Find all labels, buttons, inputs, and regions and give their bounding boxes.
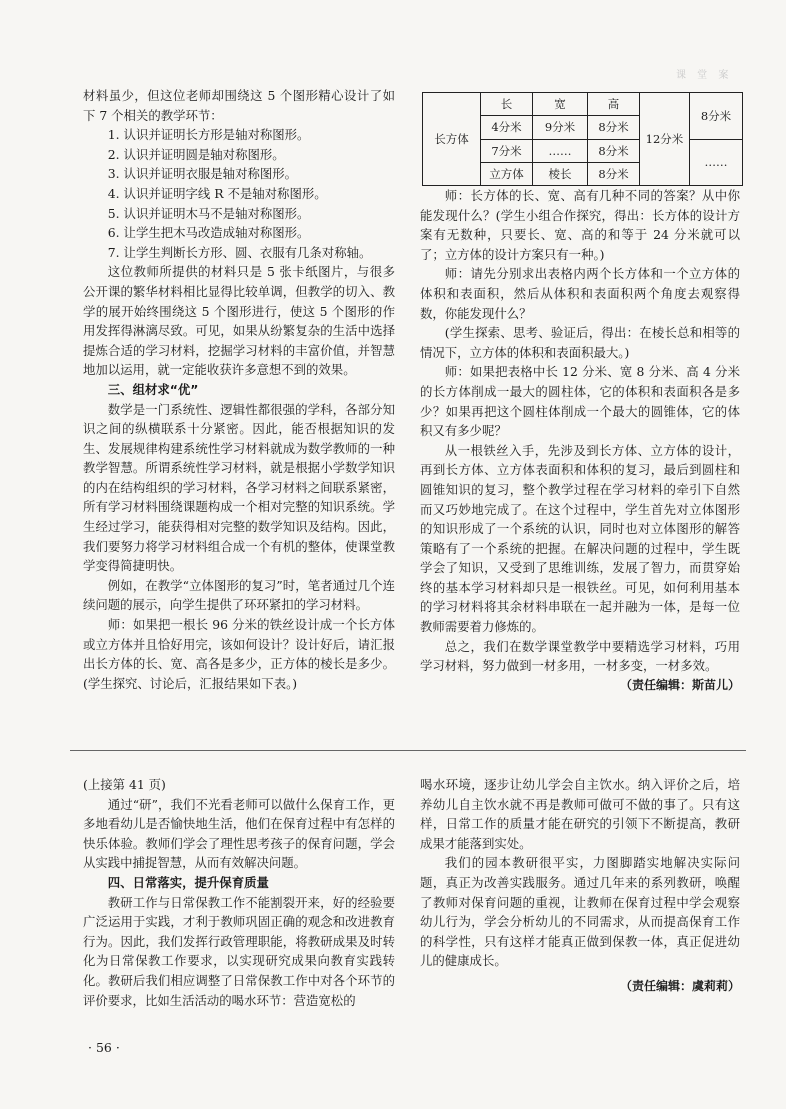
list-item: 6. 让学生把木马改造成轴对称图形。 bbox=[107, 225, 310, 241]
paragraph: 师：如果把表格中长 12 分米、宽 8 分米、高 4 分米的长方体削成一最大的圆柱体，它的体积和表面积各是多少？如果再把这个圆柱体削成一个最大的圆锥体，它的体积又有多少呢？ bbox=[420, 364, 740, 439]
paragraph: 材料虽少，但这位老师却围绕这 5 个图形精心设计了如下 7 个相关的教学环节： bbox=[83, 88, 395, 123]
table-cell: 立方体 bbox=[481, 162, 533, 185]
paragraph: 教研工作与日常保教工作不能割裂开来，好的经验要广泛运用于实践，才利于教师巩固正确的观念和改进教育行为。因此，我们发挥行政管理职能，将教研成果及时转化为日常保教工作要求，以实现研究成果向教育实践转化。教研后我们相应调整了日常保教工作中对各个环节的评价要求，比如生活活动的喝水环节：营造宽松的 bbox=[83, 894, 395, 1008]
list-item: 1. 认识并证明长方形是轴对称图形。 bbox=[107, 127, 310, 143]
table-cell: 棱长 bbox=[533, 162, 588, 185]
paragraph: 通过“研”，我们不光看老师可以做什么保育工作，更多地看幼儿是否愉快地生活，他们在保育过程中有怎样的快乐体验。教师们学会了理性思考孩子的保育问题，学会从实践中捕捉智慧，从而有效解决问题。 bbox=[83, 796, 395, 871]
table-header: 高 bbox=[588, 93, 640, 116]
list-item: 7. 让学生判断长方形、圆、衣服有几条对称轴。 bbox=[107, 244, 372, 260]
paragraph: 师：长方体的长、宽、高有几种不同的答案？从中你能发现什么？(学生小组合作探究，得出：长方体的设计方案有无数种，只要长、宽、高的和等于 24 分米就可以了；立方体的设计方案只有一种。) bbox=[420, 188, 740, 262]
list-item: 3. 认识并证明衣服是轴对称图形。 bbox=[107, 166, 298, 182]
table-cell: 12分米 bbox=[640, 93, 690, 186]
list-item: 4. 认识并证明字线 R 不是轴对称图形。 bbox=[107, 185, 327, 201]
list-item: 2. 认识并证明圆是轴对称图形。 bbox=[107, 146, 285, 162]
paragraph: 我们的园本教研很平实，力图脚踏实地解决实际问题，真正为改善实践服务。通过几年来的系列教研，唤醒了教师对保育问题的重视，让教师在保育过程中学会观察幼儿行为，学会分析幼儿的不同需求，从而提高保育工作的科学性，只有这样才能真正做到保教一体，真正促进幼儿的健康成长。 bbox=[420, 855, 740, 969]
table-cell: 4分米 bbox=[481, 116, 533, 139]
table-cell: 7分米 bbox=[481, 139, 533, 162]
table-cell: …… bbox=[690, 139, 743, 186]
column-right-bottom bbox=[420, 775, 740, 997]
table-cell: 8分米 bbox=[588, 139, 640, 162]
table-cell: 8分米 bbox=[690, 93, 743, 140]
table-cell: 9分米 bbox=[533, 116, 588, 139]
paragraph: 总之，我们在数学课堂教学中要精选学习材料，巧用学习材料，努力做到一材多用，一材多变，一材多效。 bbox=[420, 638, 740, 674]
section-heading: 四、日常落实，提升保育质量 bbox=[107, 874, 269, 890]
continuation-note: (上接第 41 页) bbox=[83, 777, 166, 792]
running-header: 课 堂 案 bbox=[676, 70, 733, 81]
table-cell: …… bbox=[533, 139, 588, 162]
table-cell: 8分米 bbox=[588, 162, 640, 185]
column-left-top bbox=[83, 86, 395, 693]
section-heading: 三、组材求“优” bbox=[107, 381, 199, 397]
paragraph: 喝水环境，逐步让幼儿学会自主饮水。纳入评价之后，培养幼儿自主饮水就不再是教师可做可不做的事了。只有这样，日常工作的质量才能在研究的引领下不断提高，教研成果才能落到实处。 bbox=[420, 777, 740, 851]
table-cell: 8分米 bbox=[588, 116, 640, 139]
row-header: 长方体 bbox=[423, 93, 481, 186]
table-header: 长 bbox=[481, 93, 533, 116]
paragraph: 数学是一门系统性、逻辑性都很强的学科，各部分知识之间的纵横联系十分紧密。因此，能否根据知识的发生、发展规律构建系统性学习材料就成为数学教师的一种教学智慧。所谓系统性学习材料，就是根据小学数学知识的内在结构组织的学习材料，各学习材料之间联系紧密，所有学习材料围绕课题构成一个相对完整的知识系统。学生经过学习，能获得相对完整的数学知识及结构。因此，我们要努力将学习材料组合成一个有机的整体，使课堂教学变得简捷明快。 bbox=[83, 401, 395, 574]
table-header: 宽 bbox=[533, 93, 588, 116]
dimension-table bbox=[422, 92, 743, 186]
column-left-bottom bbox=[83, 775, 395, 1010]
paragraph: 这位教师所提供的材料只是 5 张卡纸图片，与很多公开课的繁华材料相比显得比较单调，但教学的切入、教学的展开始终围绕这 5 个图形进行，使这 5 个图形的作用发挥得淋漓尽致。可见，如果从纷繁复杂的生活中选择提炼合适的学习材料，挖掘学习材料的丰富价值，并智慧地加以运用，就一定能收获许多意想不到的效果。 bbox=[83, 264, 395, 378]
editor-credit: （责任编辑：斯苗儿） bbox=[619, 677, 740, 692]
editor-credit: （责任编辑：虞莉莉） bbox=[619, 978, 740, 993]
paragraph: 例如，在教学“立体图形的复习”时，笔者通过几个连续问题的展示，向学生提供了环环紧扣的学习材料。 bbox=[83, 577, 395, 613]
paragraph: 从一根铁丝入手，先涉及到长方体、立方体的设计，再到长方体、立方体表面积和体积的复习，最后到圆柱和圆锥知识的复习，整个教学过程在学习材料的牵引下自然而又巧妙地完成了。在这个过程中，学生首先对立体图形的知识形成了一个系统的认识，同时也对立体图形的解答策略有了一个系统的把握。在解决问题的过程中，学生既学会了知识，又受到了思维训练，发展了智力，而贯穿始终的基本学习材料却只是一根铁丝。可见，如何利用基本的学习材料将其余材料串联在一起并融为一体，是每一位教师需要着力修炼的。 bbox=[420, 442, 740, 635]
list-item: 5. 认识并证明木马不是轴对称图形。 bbox=[107, 205, 310, 221]
paragraph: (学生探索、思考、验证后，得出：在棱长总和相等的情况下，立方体的体积和表面积最大。) bbox=[420, 325, 740, 360]
section-divider bbox=[70, 750, 746, 751]
paragraph: 师：请先分别求出表格内两个长方体和一个立方体的体积和表面积，然后从体积和表面积两个角度去观察得数，你能发现什么？ bbox=[420, 266, 740, 321]
paragraph: 师：如果把一根长 96 分米的铁丝设计成一个长方体或立方体并且恰好用完，该如何设计？设计好后，请汇报出长方体的长、宽、高各是多少，正方体的棱长是多少。(学生探究、讨论后，汇报结果如下表。) bbox=[83, 617, 395, 691]
column-right-top bbox=[420, 186, 740, 695]
page-number: · 56 · bbox=[88, 1040, 120, 1055]
